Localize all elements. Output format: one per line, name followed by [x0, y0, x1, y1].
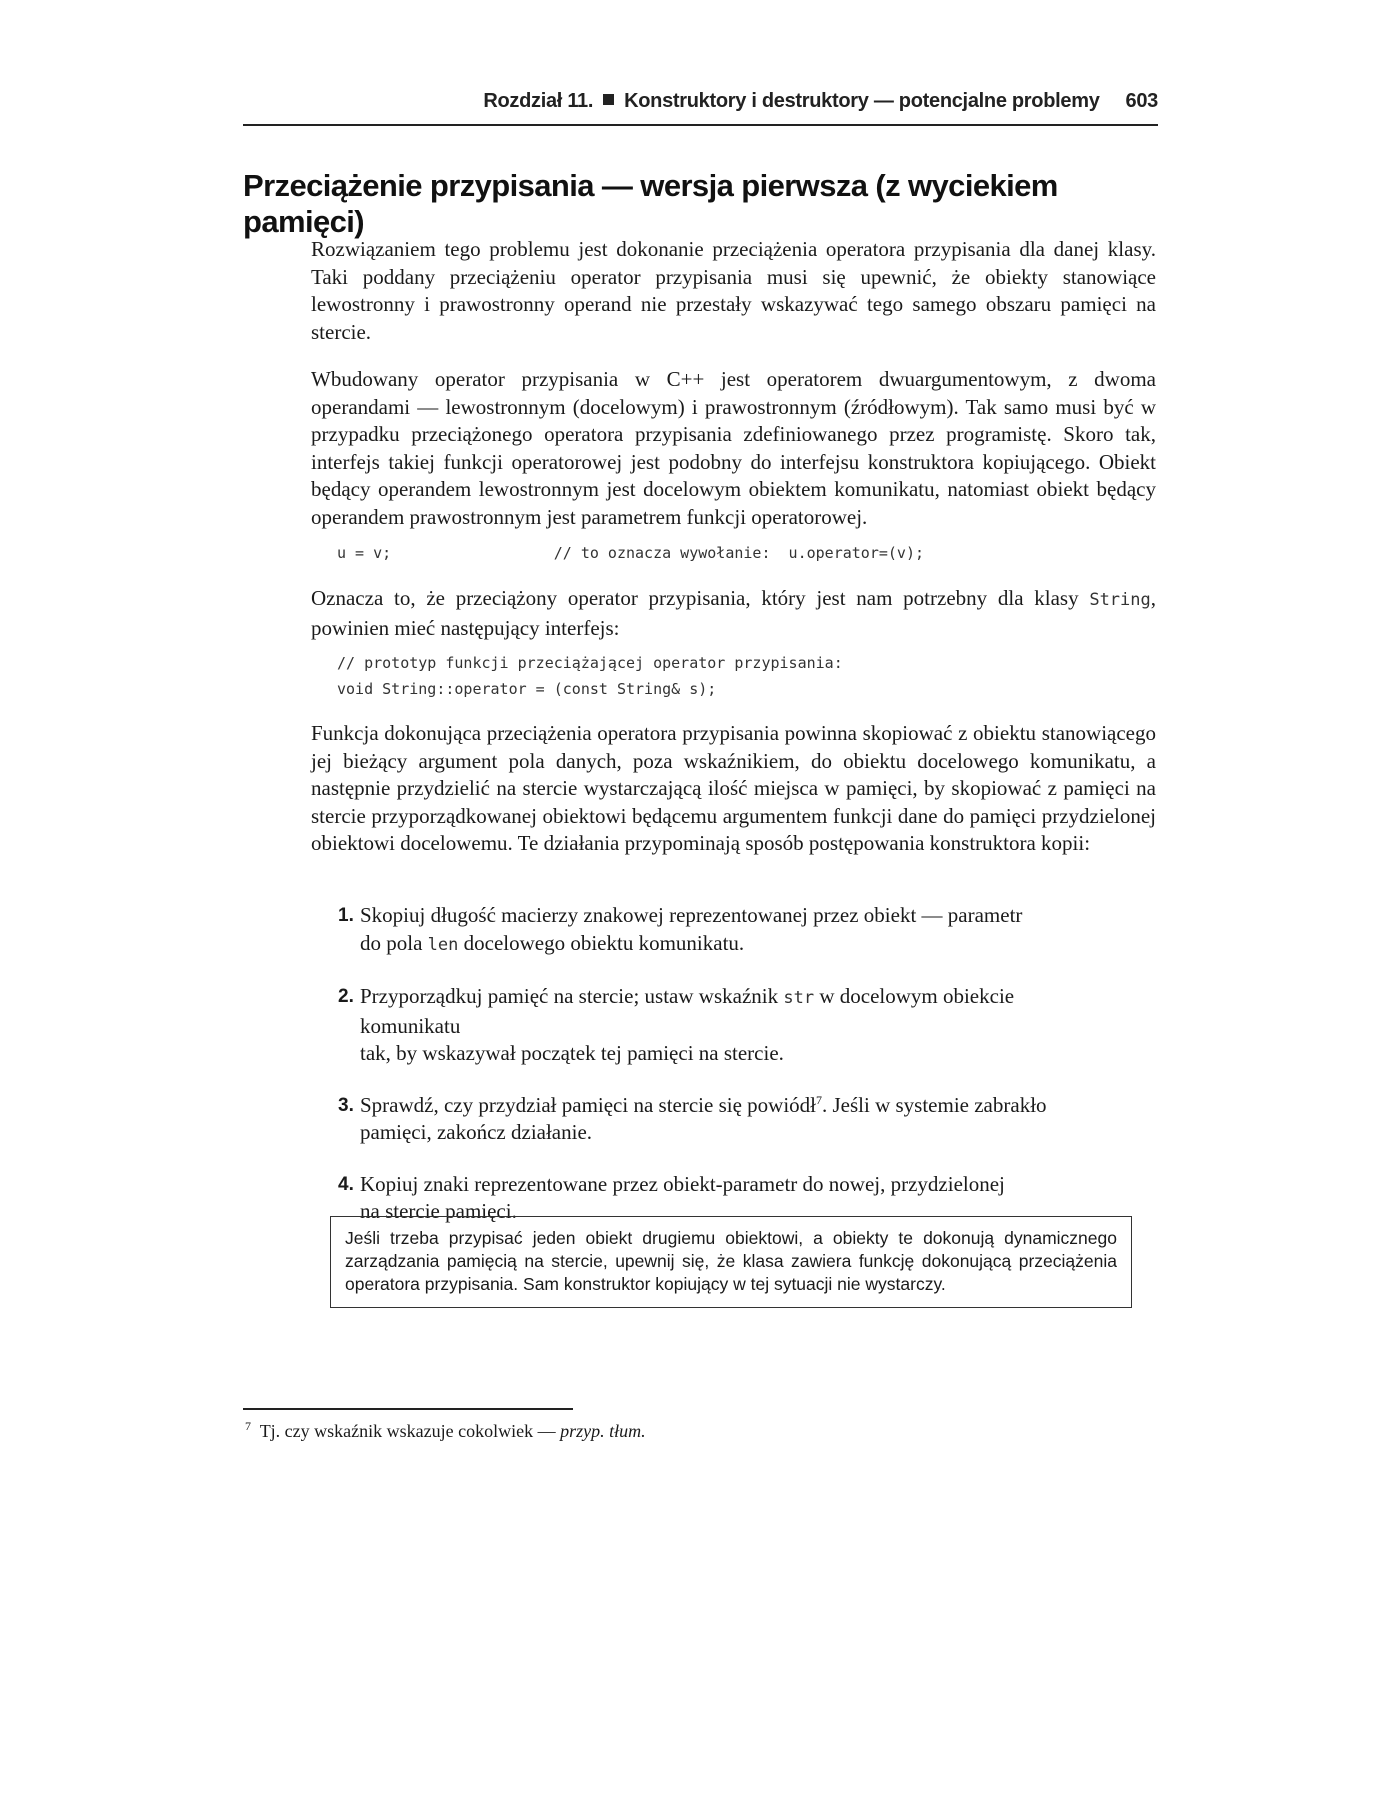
- step-number: 1.: [338, 905, 354, 926]
- section-title: Przeciążenie przypisania — wersja pierwsza (z wyciekiem pamięci): [243, 168, 1058, 239]
- list-item: [338, 902, 1118, 959]
- code-prototype-line: void String::operator = (const String& s);: [337, 680, 717, 698]
- code-line-call: u = v; // to oznacza wywołanie: u.operator=(v);: [337, 544, 924, 562]
- paragraph-2: Wbudowany operator przypisania w C++ jest operatorem dwuargumentowym, z dwoma operandami — lewostronnym (docelowym) i prawostronnym (źródłowym). Tak samo musi być w przypadku przeciążonego operatora przypisania zdefiniowanego przez programistę. Skoro tak, interfejs takiej funkcji operatorowej jest podobny do interfejsu konstruktora kopiującego. Obiekt będący operandem lewostronnym jest docelowym obiektem komunikatu, natomiast obiekt będący operandem prawostronnym jest parametrem funkcji operatorowej.: [311, 367, 1156, 529]
- footnote-reference[interactable]: 7: [816, 1092, 822, 1107]
- field-name-code: len: [427, 934, 459, 955]
- footnote: [245, 1421, 646, 1442]
- step-text: docelowego obiektu komunikatu.: [458, 930, 745, 955]
- step-text: . Jeśli w systemie zabrakło: [822, 1092, 1047, 1117]
- paragraph-1: Rozwiązaniem tego problemu jest dokonanie przeciążenia operatora przypisania dla danej klasy. Taki poddany przeciążeniu operator przypisania musi się upewnić, że obiekty stanowiące lewostronny i prawostronny operand nie przestały wskazywać tego samego obszaru pamięci na stercie.: [311, 237, 1156, 344]
- paragraph-3-text-end: , powinien mieć następujący interfejs:: [311, 586, 1156, 640]
- step-text: do pola: [360, 930, 428, 955]
- list-item: [338, 983, 1118, 1068]
- step-text: pamięci, zakończ działanie.: [360, 1120, 593, 1144]
- code-comment-line: // prototyp funkcji przeciążającej operator przypisania:: [337, 654, 843, 672]
- step-number: 3.: [338, 1094, 354, 1116]
- step-text: tak, by wskazywał początek tej pamięci na stercie.: [360, 1041, 784, 1065]
- header-rule: [243, 124, 1158, 126]
- footnote-text: Tj. czy wskaźnik wskazuje cokolwiek —: [259, 1421, 561, 1441]
- footnote-rule: [243, 1408, 573, 1410]
- step-number: 4.: [338, 1173, 354, 1195]
- chapter-title: Konstruktory i destruktory — potencjalne problemy: [624, 90, 1100, 112]
- list-item: [338, 1092, 1118, 1147]
- paragraph-3-text: Oznacza to, że przeciążony operator przypisania, który jest nam potrzebny dla klasy: [311, 586, 1090, 610]
- page-number: 603: [1125, 90, 1158, 112]
- steps-list: [338, 902, 1118, 1250]
- square-bullet-icon: [603, 94, 614, 105]
- step-text: Sprawdź, czy przydział pamięci na stercie się powiódł: [360, 1092, 816, 1117]
- footnote-mark: 7: [245, 1419, 251, 1433]
- step-text: na stercie pamięci.: [360, 1199, 517, 1223]
- step-text: Przyporządkuj pamięć na stercie; ustaw wskaźnik: [360, 984, 784, 1008]
- code-prototype-block: [337, 650, 843, 702]
- step-number: 2.: [338, 986, 354, 1007]
- note-box: Jeśli trzeba przypisać jeden obiekt drugiemu obiektowi, a obiekty te dokonują dynamicznego zarządzania pamięcią na stercie, upewnij się, że klasa zawiera funkcję dokonującą przeciążenia operatora przypisania. Sam konstruktor kopiujący w tej sytuacji nie wystarczy.: [330, 1216, 1132, 1308]
- step-text: w docelowym obiekcie komunikatu: [360, 984, 1015, 1038]
- step-text: Skopiuj długość macierzy znakowej reprezentowanej przez obiekt — parametr: [360, 903, 1023, 927]
- step-text: Kopiuj znaki reprezentowane przez obiekt-parametr do nowej, przydzielonej: [360, 1171, 1005, 1196]
- paragraph-4: Funkcja dokonująca przeciążenia operatora przypisania powinna skopiować z obiektu stanowiącego jej bieżący argument pola danych, poza wskaźnikiem, do obiektu docelowego komunikatu, a następnie przydzielić na stercie wystarczającą ilość miejsca w pamięci, by skopiować z pamięci na stercie przyporządkowanej obiektowi będącemu argumentem funkcji dane do pamięci przydzielonej obiektowi docelowemu. Te działania przypominają sposób postępowania konstruktora kopii:: [311, 721, 1156, 855]
- running-header: [243, 90, 1158, 113]
- class-name-code: String: [1089, 590, 1151, 610]
- footnote-attribution: przyp. tłum.: [560, 1421, 646, 1441]
- paragraph-3: [311, 585, 1156, 642]
- field-name-code: str: [783, 988, 815, 1008]
- chapter-number: Rozdział 11.: [483, 90, 594, 112]
